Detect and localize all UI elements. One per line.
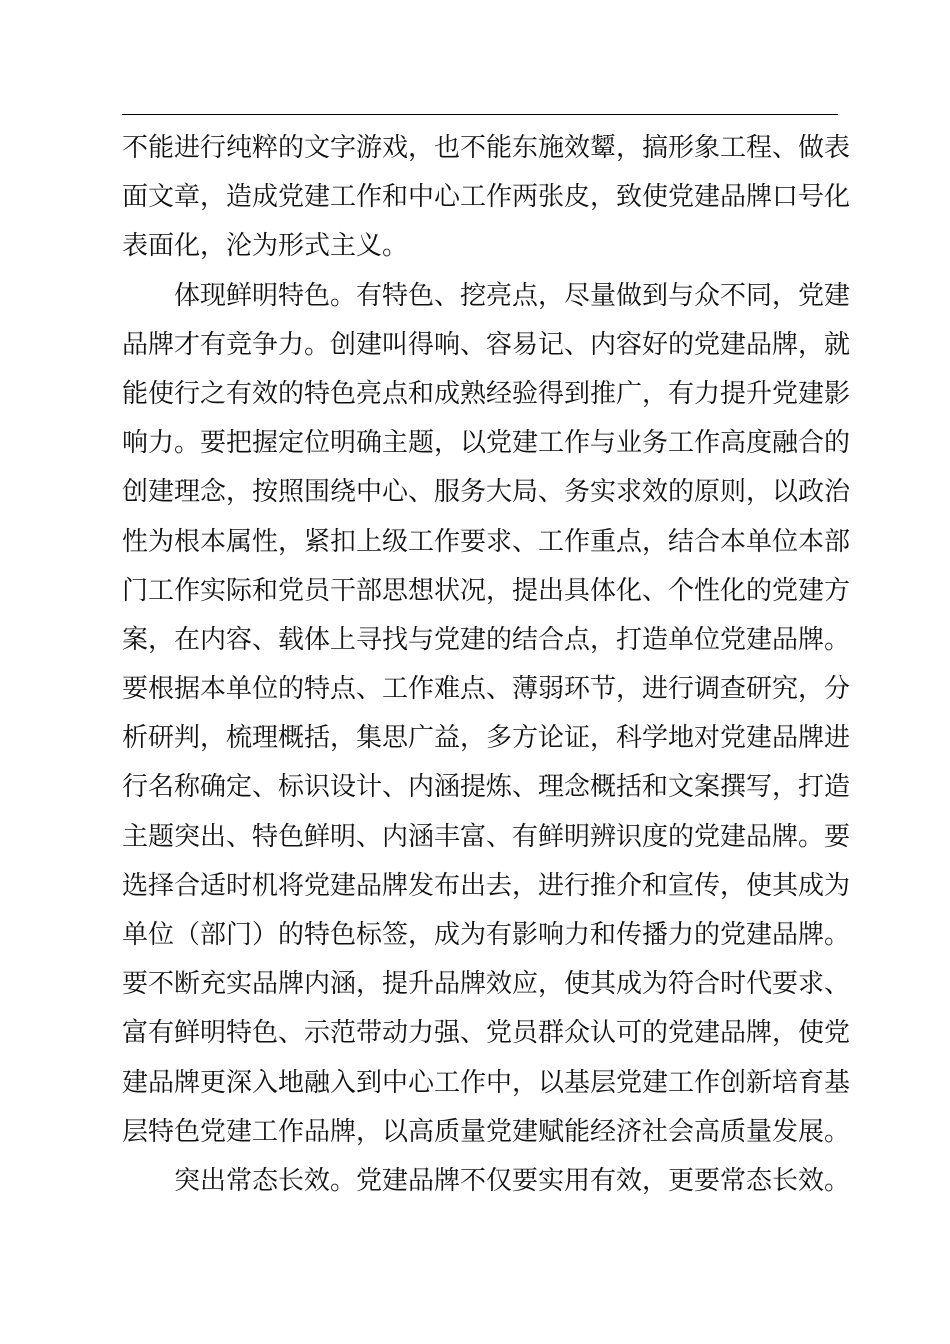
text-line: 富有鲜明特色、示范带动力强、党员群众认可的党建品牌，使党 [122,1018,851,1049]
text-line: 要不断充实品牌内涵，提升品牌效应，使其成为符合时代要求、 [122,969,851,1000]
text-line: 单位（部门）的特色标签，成为有影响力和传播力的党建品牌。 [122,920,851,950]
paragraph-start-line: 体现鲜明特色。有特色、挖亮点，尽量做到与众不同，党建 [174,280,851,311]
text-line: 不能进行纯粹的文字游戏，也不能东施效颦，搞形象工程、做表 [122,133,851,163]
text-line: 门工作实际和党员干部思想状况，提出具体化、个性化的党建方 [122,575,851,606]
text-line: 响力。要把握定位明确主题，以党建工作与业务工作高度融合的 [122,428,851,459]
text-line: 选择合适时机将党建品牌发布出去，进行推介和宣传，使其成为 [122,870,851,901]
text-line: 层特色党建工作品牌，以高质量党建赋能经济社会高质量发展。 [122,1116,851,1147]
paragraph-start-line: 突出常态长效。党建品牌不仅要实用有效，更要常态长效。 [174,1165,851,1196]
header-rule [122,114,838,115]
document-body [122,124,851,1206]
text-line: 创建理念，按照围绕中心、服务大局、务实求效的原则，以政治 [122,477,851,508]
text-line: 建品牌更深入地融入到中心工作中，以基层党建工作创新培育基 [122,1067,851,1098]
text-line: 面文章，造成党建工作和中心工作两张皮，致使党建品牌口号化 [122,182,851,213]
text-line: 行名称确定、标识设计、内涵提炼、理念概括和文案撰写，打造 [122,772,851,803]
text-line: 能使行之有效的特色亮点和成熟经验得到推广，有力提升党建影 [122,378,851,409]
text-line: 表面化，沦为形式主义。 [122,231,409,262]
text-line: 品牌才有竞争力。创建叫得响、容易记、内容好的党建品牌，就 [122,329,851,360]
text-line: 要根据本单位的特点、工作难点、薄弱环节，进行调查研究，分 [122,674,851,705]
text-line: 案，在内容、载体上寻找与党建的结合点，打造单位党建品牌。 [122,624,851,655]
text-line: 析研判，梳理概括，集思广益，多方论证，科学地对党建品牌进 [122,723,851,754]
text-line: 主题突出、特色鲜明、内涵丰富、有鲜明辨识度的党建品牌。要 [122,821,851,852]
text-line: 性为根本属性，紧扣上级工作要求、工作重点，结合本单位本部 [122,526,851,557]
